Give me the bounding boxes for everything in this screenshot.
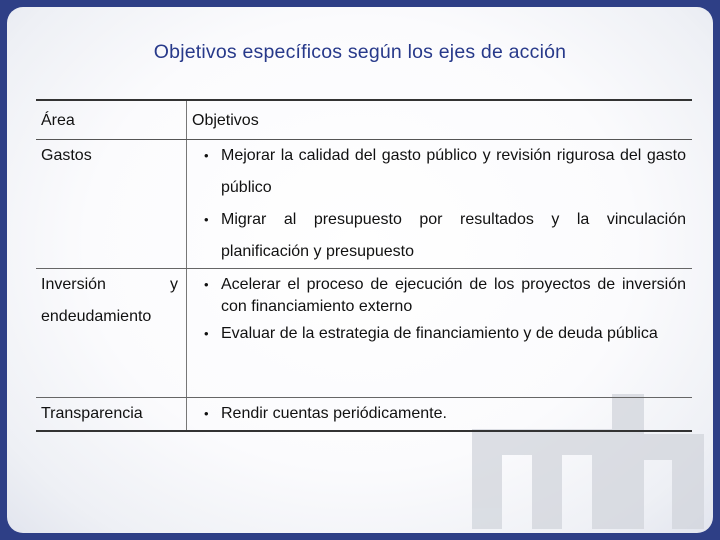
header-area-cell — [36, 100, 187, 140]
area-cell-gastos — [36, 140, 187, 269]
bullet-icon: • — [204, 326, 209, 341]
bullet-icon: • — [204, 406, 209, 421]
slide-title: Objetivos específicos según los ejes de acción — [153, 41, 567, 63]
objetivos-cell-gastos — [187, 140, 693, 269]
bullet-icon: • — [204, 277, 209, 292]
objectives-list — [192, 269, 692, 345]
header-area: Área — [41, 112, 75, 129]
objectives-list — [192, 140, 692, 268]
objectives-list — [192, 398, 692, 430]
area-label-line2: endeudamiento — [41, 308, 152, 325]
table-row — [36, 269, 692, 398]
table-row — [36, 140, 692, 269]
area-label: Gastos — [41, 147, 92, 164]
list-item: • Migrar al presupuesto por resultados y la vinculación planificación y presupuesto — [192, 204, 692, 268]
area-cell-transparencia — [36, 398, 187, 432]
objectives-table — [36, 99, 692, 432]
header-objetivos: Objetivos — [192, 112, 259, 129]
list-item: • Mejorar la calidad del gasto público y revisión rigurosa del gasto público — [192, 140, 692, 204]
area-label: Inversión — [41, 276, 106, 293]
table-header-row — [36, 100, 692, 140]
list-item: • Evaluar de la estrategia de financiamiento y de deuda pública — [192, 323, 692, 345]
list-item: • Acelerar el proceso de ejecución de los proyectos de inversión con financiamiento externo — [192, 269, 692, 323]
area-label: Transparencia — [41, 405, 143, 422]
area-cell-inversion — [36, 269, 187, 398]
area-label-conj: y — [170, 276, 178, 293]
slide — [7, 7, 713, 533]
table-row — [36, 398, 692, 432]
header-objetivos-cell — [187, 100, 693, 140]
watermark-text: mh — [462, 376, 485, 393]
bullet-icon: • — [204, 148, 209, 163]
objetivos-cell-transparencia — [187, 398, 693, 432]
bullet-icon: • — [204, 212, 209, 227]
list-item: • Rendir cuentas periódicamente. — [192, 398, 692, 430]
objetivos-cell-inversion — [187, 269, 693, 398]
